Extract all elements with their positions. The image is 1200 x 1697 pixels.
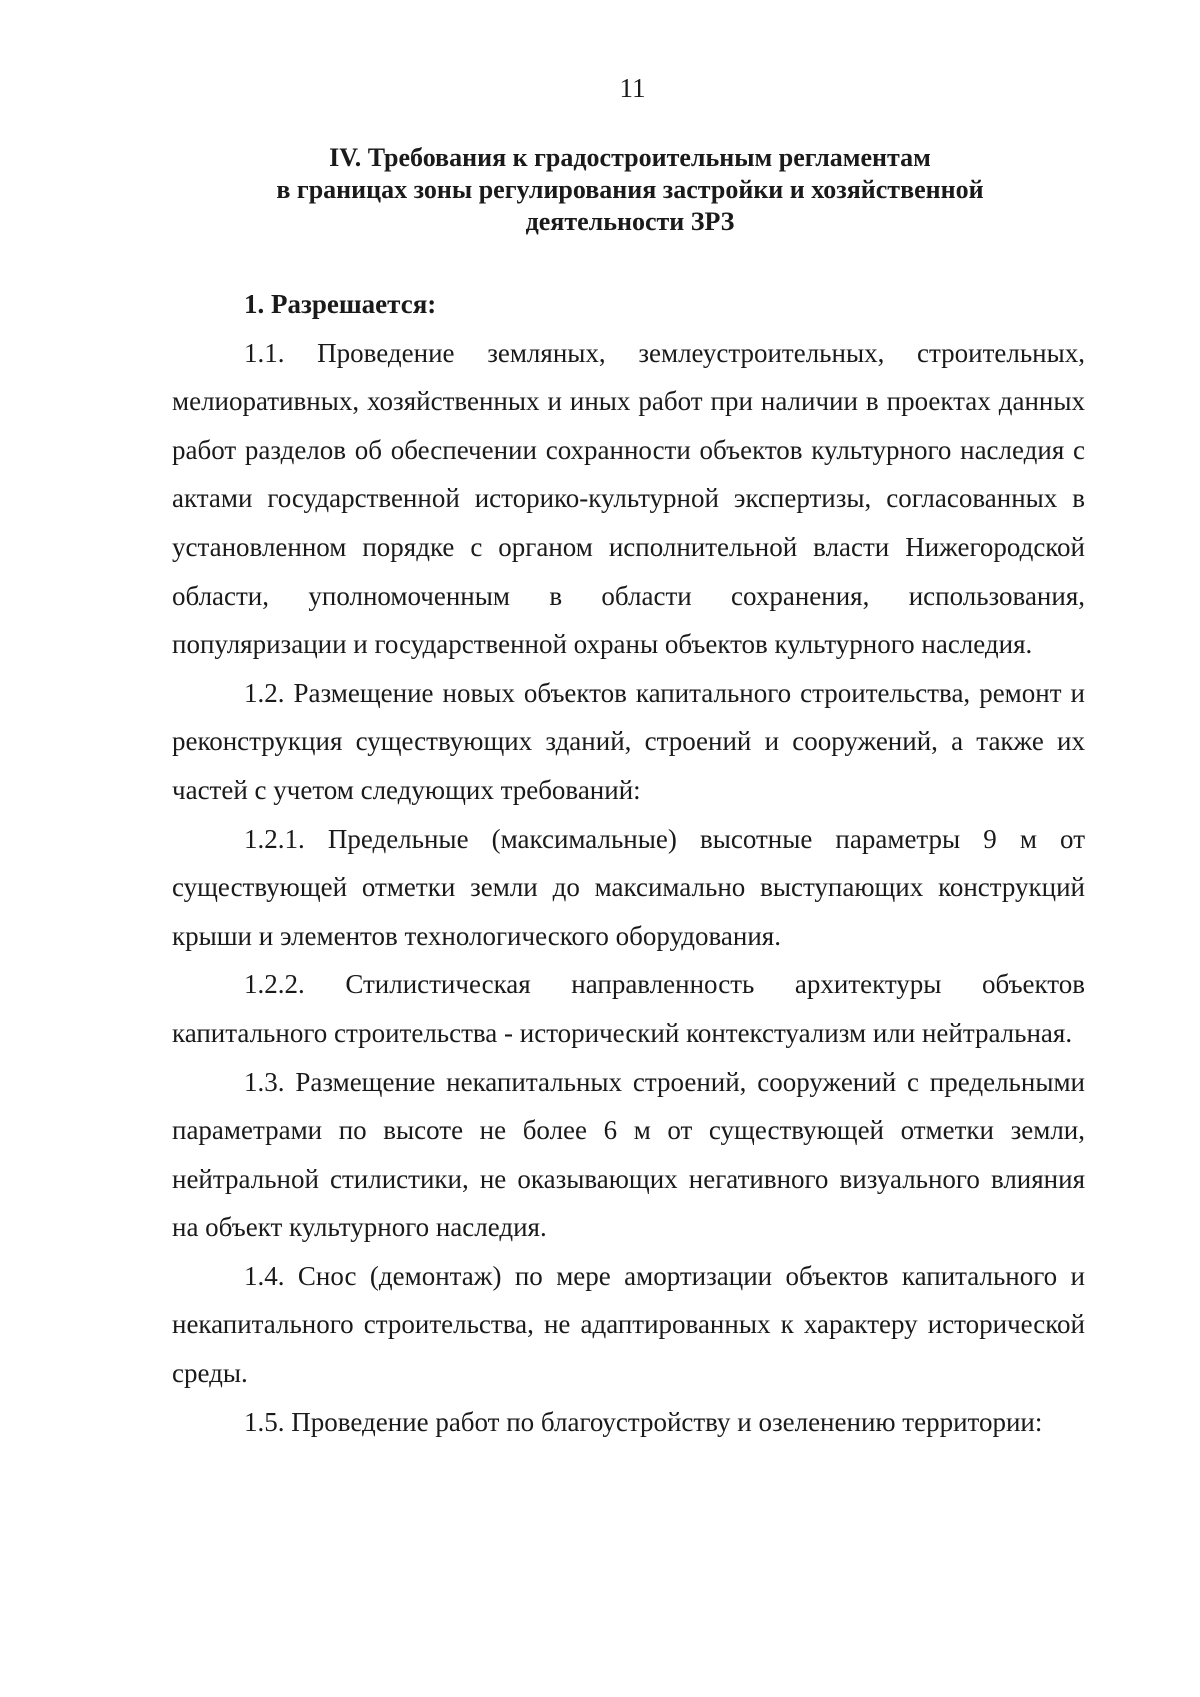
paragraph-1-2-2: 1.2.2. Стилистическая направленность архитектуры объектов капитального строительства - исторический контекстуализм или нейтральная. [172,969,1085,1048]
heading-line-2: в границах зоны регулирования застройки и хозяйственной [276,175,984,204]
page-number: 11 [619,73,646,103]
subsection-title: 1. Разрешается: [244,289,437,319]
paragraph-1-2-1: 1.2.1. Предельные (максимальные) высотные параметры 9 м от существующей отметки земли до максимально выступающих конструкций крыши и элементов технологического оборудования. [172,823,1085,951]
heading-line-3: деятельности ЗРЗ [525,207,735,236]
heading-line-1: IV. Требования к градостроительным регламентам [329,143,931,172]
document-body [172,280,1085,1446]
paragraph-1-5: 1.5. Проведение работ по благоустройству и озеленению территории: [244,1406,1043,1437]
paragraph-1-1: 1.1. Проведение земляных, землеустроительных, строительных, мелиоративных, хозяйственных и иных работ при наличии в проектах данных работ разделов об обеспечении сохранности объектов культурного наследия с актами государственной историко-культурной экспертизы, согласованных в установленном порядке с органом исполнительной власти Нижегородской области, уполномоченным в области сохранения, использования, популяризации и государственной охраны объектов культурного наследия. [172,337,1085,660]
paragraph-1-3: 1.3. Размещение некапитальных строений, сооружений с предельными параметрами по высоте не более 6 м от существующей отметки земли, нейтральной стилистики, не оказывающих негативного визуального влияния на объект культурного наследия. [172,1066,1085,1243]
paragraph-1-4: 1.4. Снос (демонтаж) по мере амортизации объектов капитального и некапитального строительства, не адаптированных к характеру исторической среды. [172,1260,1085,1389]
section-heading [170,142,1090,238]
paragraph-1-2: 1.2. Размещение новых объектов капитального строительства, ремонт и реконструкция существующих зданий, строений и сооружений, а также их частей с учетом следующих требований: [172,677,1085,805]
